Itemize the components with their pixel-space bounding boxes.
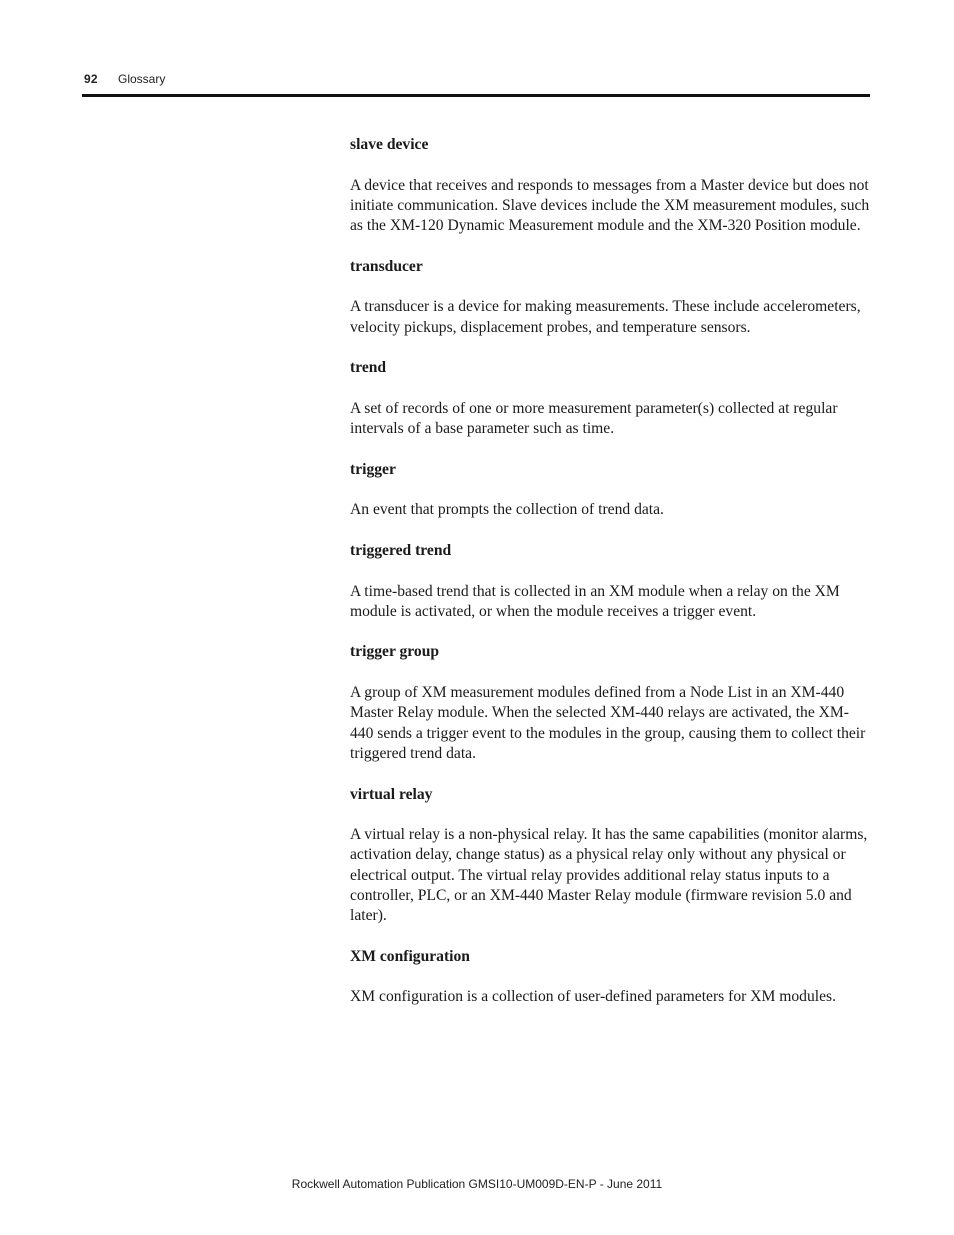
glossary-definition: An event that prompts the collection of trend data.	[350, 501, 664, 519]
glossary-entry-slave-device	[350, 135, 872, 236]
page-footer	[0, 1177, 954, 1191]
glossary-entry-trigger	[350, 460, 872, 521]
glossary-definition: A time-based trend that is collected in an XM module when a relay on the XM module is activated, or when the module receives a trigger event.	[350, 582, 840, 620]
header-divider	[82, 94, 870, 97]
glossary-term: slave device	[350, 136, 429, 153]
glossary-term: triggered trend	[350, 541, 452, 559]
glossary-term: trigger	[350, 460, 396, 478]
glossary-entry-virtual-relay	[350, 785, 872, 927]
glossary-entry-triggered-trend	[350, 541, 872, 622]
glossary-entry-xm-configuration	[350, 947, 872, 1008]
glossary-definition: A device that receives and responds to messages from a Master device but does not initiate communication. Slave devices include the XM measurement modules, such as the XM-120 Dynamic Measurement module and the XM-320 Position module.	[350, 176, 870, 235]
glossary-definition: A group of XM measurement modules defined from a Node List in an XM-440 Master Relay module. When the selected XM-440 relays are activated, the XM-440 sends a trigger event to the modules in the group, causing them to collect their triggered trend data.	[350, 684, 866, 762]
glossary-term: virtual relay	[350, 785, 433, 803]
glossary-term: trigger group	[350, 643, 440, 661]
glossary-term: trend	[350, 359, 387, 377]
glossary-entry-transducer	[350, 257, 872, 338]
glossary-list	[350, 135, 872, 1028]
glossary-entry-trend	[350, 358, 872, 439]
glossary-definition: XM configuration is a collection of user-defined parameters for XM modules.	[350, 988, 836, 1006]
glossary-definition: A virtual relay is a non-physical relay. It has the same capabilities (monitor alarms, activation delay, change status) as a physical relay only without any physical or electrical output. The virtual relay provides additional relay status inputs to a controller, PLC, or an XM-440 Master Relay module (firmware revision 5.0 and later).	[350, 826, 868, 925]
glossary-term: XM configuration	[350, 947, 470, 965]
page-number: 92	[84, 72, 98, 86]
section-title: Glossary	[118, 72, 166, 86]
glossary-term: transducer	[350, 257, 423, 275]
glossary-definition: A set of records of one or more measurement parameter(s) collected at regular intervals of a base parameter such as time.	[350, 399, 838, 438]
page-header	[84, 72, 870, 92]
glossary-entry-trigger-group	[350, 642, 872, 764]
glossary-definition: A transducer is a device for making measurements. These include accelerometers, velocity pickups, displacement probes, and temperature sensors.	[350, 298, 861, 336]
publication-info: Rockwell Automation Publication GMSI10-UM009D-EN-P - June 2011	[291, 1177, 663, 1191]
